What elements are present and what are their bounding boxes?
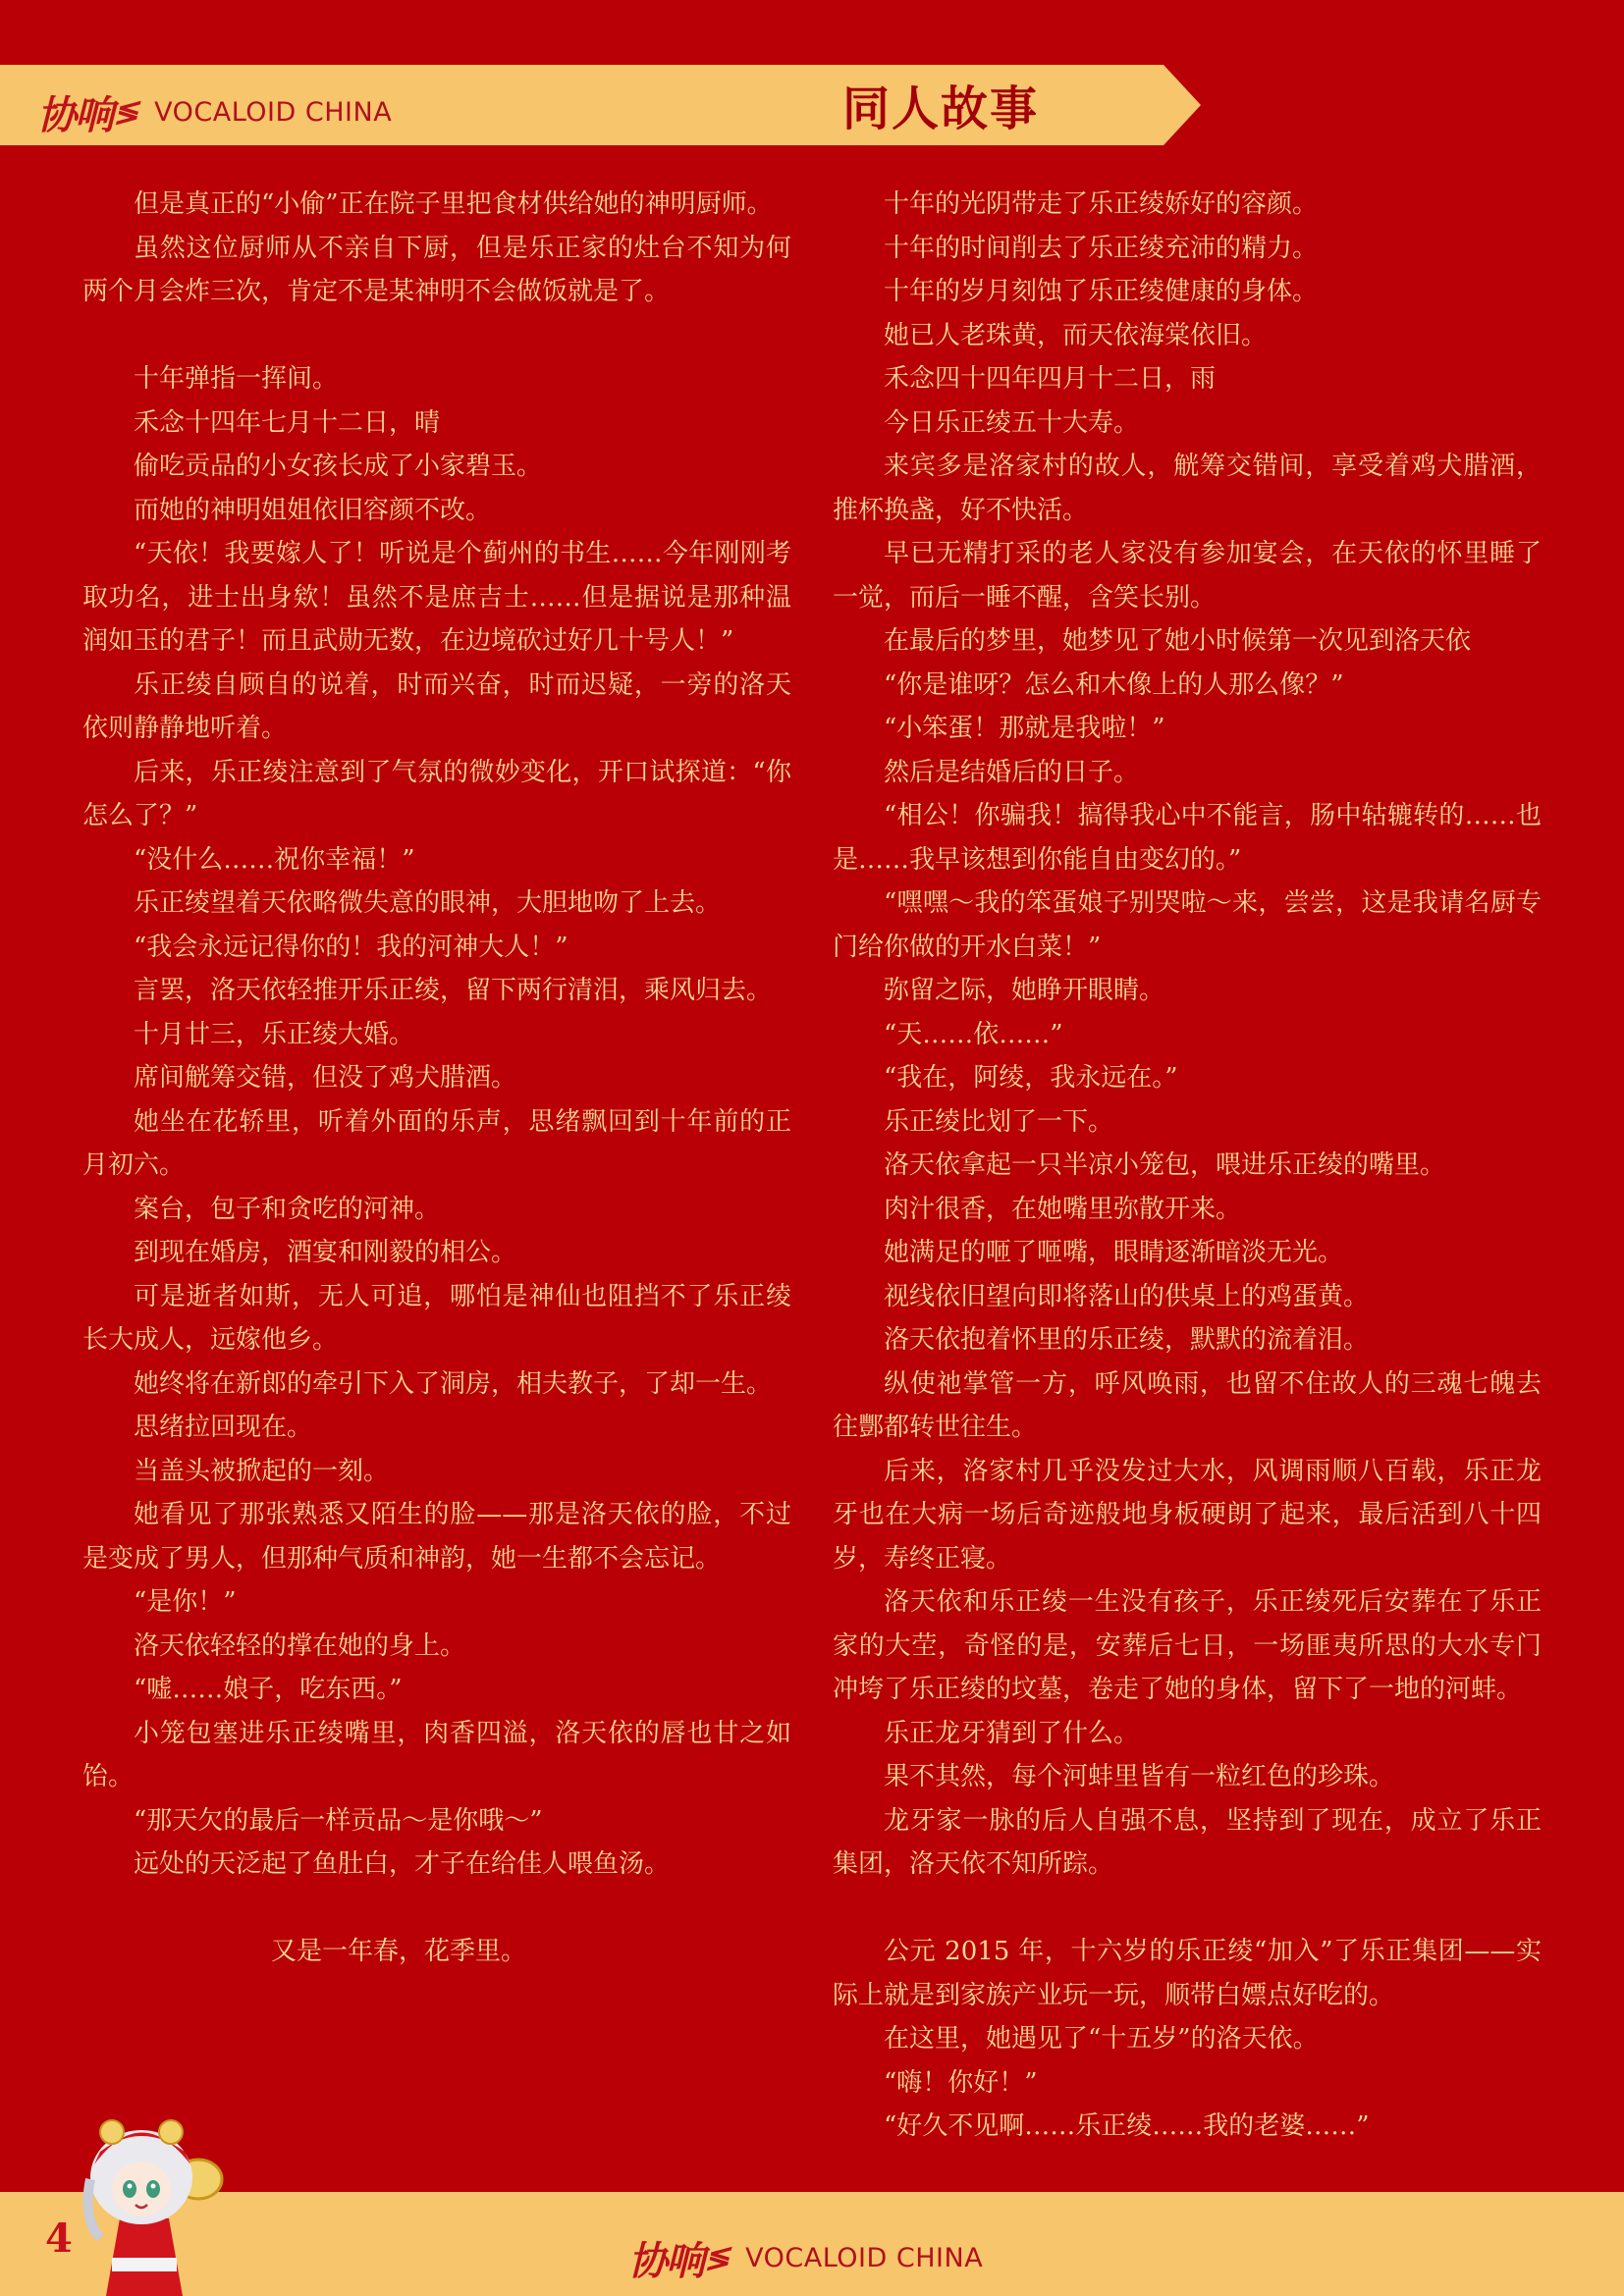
paragraph: 席间觥筹交错，但没了鸡犬腊酒。 xyxy=(134,1063,517,1093)
page-number: 4 xyxy=(45,2216,73,2262)
paragraph: 十月廿三，乐正绫大婚。 xyxy=(134,1019,415,1049)
paragraph: 她满足的咂了咂嘴，眼睛逐渐暗淡无光。 xyxy=(884,1238,1344,1267)
paragraph: 到现在婚房，酒宴和刚毅的相公。 xyxy=(134,1238,517,1267)
left-column xyxy=(82,183,791,1974)
paragraph: 又是一年春，花季里。 xyxy=(271,1937,527,1966)
paragraph: 乐正绫比划了一下。 xyxy=(884,1106,1114,1137)
paragraph: 来宾多是洛家村的故人，觥筹交错间，享受着鸡犬腊酒，推杯换盏，好不快活。 xyxy=(833,452,1542,525)
blank-line xyxy=(833,1887,1542,1931)
paragraph: 公元 2015 年，十六岁的乐正绫“加入”了乐正集团——实际上就是到家族产业玩一玩，顺带白嫖点好吃的。 xyxy=(833,1937,1542,2010)
paragraph: 但是真正的“小偷”正在院子里把食材供给她的神明厨师。 xyxy=(134,189,773,219)
blank-line xyxy=(82,1887,791,1931)
paragraph: 案台，包子和贪吃的河神。 xyxy=(134,1194,441,1224)
header-arrow xyxy=(1164,65,1201,145)
paragraph: 视线依旧望向即将落山的供桌上的鸡蛋黄。 xyxy=(884,1281,1370,1311)
paragraph: 可是逝者如斯，无人可追，哪怕是神仙也阻挡不了乐正绫长大成人，远嫁他乡。 xyxy=(82,1281,791,1355)
footer-logo-text: VOCALOID CHINA xyxy=(745,2243,984,2273)
paragraph: “那天欠的最后一样贡品～是你哦～” xyxy=(134,1805,543,1836)
footer-logo-mark: 协响 xyxy=(628,2238,703,2284)
logo-swoosh-icon: ≶ xyxy=(114,95,139,130)
paragraph: 远处的天泛起了鱼肚白，才子在给佳人喂鱼汤。 xyxy=(134,1849,671,1879)
paragraph: 乐正绫自顾自的说着，时而兴奋，时而迟疑，一旁的洛天依则静静地听着。 xyxy=(82,669,791,743)
paragraph: 洛天依和乐正绫一生没有孩子，乐正绫死后安葬在了乐正家的大茔，奇怪的是，安葬后七日，一场匪夷所思的大水专门冲垮了乐正绫的坟墓，卷走了她的身体，留下了一地的河蚌。 xyxy=(833,1587,1542,1704)
paragraph: 乐正龙牙猜到了什么。 xyxy=(884,1718,1140,1748)
paragraph: 她坐在花轿里，听着外面的乐声，思绪飘回到十年前的正月初六。 xyxy=(82,1106,791,1180)
paragraph: 后来，乐正绫注意到了气氛的微妙变化，开口试探道：“你怎么了？” xyxy=(82,757,791,830)
paragraph: 小笼包塞进乐正绫嘴里，肉香四溢，洛天依的唇也甘之如饴。 xyxy=(82,1718,791,1791)
paragraph: “嗨！你好！” xyxy=(884,2067,1038,2098)
paragraph: 洛天依拿起一只半凉小笼包，喂进乐正绫的嘴里。 xyxy=(884,1150,1446,1180)
paragraph: “好久不见啊……乐正绫……我的老婆……” xyxy=(884,2111,1370,2141)
paragraph: 在最后的梦里，她梦见了她小时候第一次见到洛天依 xyxy=(884,626,1472,656)
paragraph: “天依！我要嫁人了！听说是个蓟州的书生……今年刚刚考取功名，进士出身欸！虽然不是庶吉士……但是据说是那种温润如玉的君子！而且武勋无数，在边境砍过好几十号人！” xyxy=(82,539,791,656)
paragraph: 然后是结婚后的日子。 xyxy=(884,757,1140,787)
paragraph: “天……依……” xyxy=(884,1019,1063,1049)
paragraph: 在这里，她遇见了“十五岁”的洛天依。 xyxy=(884,2024,1319,2054)
right-column xyxy=(833,183,1542,2149)
header-logo-mark: 协响 xyxy=(37,92,112,138)
paragraph: 早已无精打采的老人家没有参加宴会，在天依的怀里睡了一觉，而后一睡不醒，含笑长别。 xyxy=(833,539,1542,613)
paragraph: 肉汁很香，在她嘴里弥散开来。 xyxy=(884,1194,1242,1224)
section-title: 同人故事 xyxy=(842,81,1040,136)
paragraph: 今日乐正绫五十大寿。 xyxy=(884,407,1140,438)
paragraph: 龙牙家一脉的后人自强不息，坚持到了现在，成立了乐正集团，洛天依不知所踪。 xyxy=(833,1805,1542,1879)
paragraph: 禾念四十四年四月十二日，雨 xyxy=(884,364,1217,394)
paragraph: 她已人老珠黄，而天依海棠依旧。 xyxy=(884,320,1268,350)
paragraph: 果不其然，每个河蚌里皆有一粒红色的珍珠。 xyxy=(884,1762,1395,1791)
header-logo xyxy=(37,84,392,140)
paragraph: “没什么……祝你幸福！” xyxy=(134,844,415,875)
logo-swoosh-icon: ≶ xyxy=(705,2241,731,2275)
paragraph: “嘘……娘子，吃东西。” xyxy=(134,1675,403,1704)
paragraph: 虽然这位厨师从不亲自下厨，但是乐正家的灶台不知为何两个月会炸三次，肯定不是某神明不会做饭就是了。 xyxy=(82,233,791,306)
paragraph: “我会永远记得你的！我的河神大人！” xyxy=(134,932,568,962)
header-logo-text: VOCALOID CHINA xyxy=(154,97,393,128)
paragraph: 弥留之际，她睁开眼睛。 xyxy=(884,976,1165,1005)
paragraph: “小笨蛋！那就是我啦！” xyxy=(884,714,1165,743)
paragraph: 十年弹指一挥间。 xyxy=(134,364,339,394)
mascot-illustration xyxy=(61,2110,233,2296)
footer-logo xyxy=(628,2230,983,2286)
paragraph: 偷吃贡品的小女孩长成了小家碧玉。 xyxy=(134,452,543,481)
paragraph: “我在，阿绫，我永远在。” xyxy=(884,1063,1178,1093)
paragraph: 十年的时间削去了乐正绫充沛的精力。 xyxy=(884,233,1319,263)
paragraph: 思绪拉回现在。 xyxy=(134,1413,313,1442)
paragraph: 后来，洛家村几乎没发过大水，风调雨顺八百载，乐正龙牙也在大病一场后奇迹般地身板硬朗了起来，最后活到八十四岁，寿终正寝。 xyxy=(833,1456,1542,1574)
paragraph: 洛天依轻轻的撑在她的身上。 xyxy=(134,1630,466,1661)
paragraph: “嘿嘿～我的笨蛋娘子别哭啦～来，尝尝，这是我请名厨专门给你做的开水白菜！” xyxy=(833,888,1542,962)
paragraph: “是你！” xyxy=(134,1587,237,1617)
paragraph: 她看见了那张熟悉又陌生的脸——那是洛天依的脸，不过是变成了男人，但那种气质和神韵，她一生都不会忘记。 xyxy=(82,1500,791,1574)
paragraph: 纵使祂掌管一方，呼风唤雨，也留不住故人的三魂七魄去往酆都转世往生。 xyxy=(833,1368,1542,1442)
paragraph: 禾念十四年七月十二日，晴 xyxy=(134,407,441,438)
paragraph: 洛天依抱着怀里的乐正绫，默默的流着泪。 xyxy=(884,1325,1370,1355)
paragraph: 十年的岁月刻蚀了乐正绫健康的身体。 xyxy=(884,277,1319,306)
paragraph: 而她的神明姐姐依旧容颜不改。 xyxy=(134,495,492,525)
paragraph: “你是谁呀？怎么和木像上的人那么像？” xyxy=(884,669,1344,700)
paragraph: 她终将在新郎的牵引下入了洞房，相夫教子，了却一生。 xyxy=(134,1368,773,1399)
blank-line xyxy=(82,314,791,358)
paragraph: 乐正绫望着天依略微失意的眼神，大胆地吻了上去。 xyxy=(134,888,722,918)
paragraph: 当盖头被掀起的一刻。 xyxy=(134,1456,390,1486)
paragraph: “相公！你骗我！搞得我心中不能言，肠中轱辘转的……也是……我早该想到你能自由变幻的。” xyxy=(833,801,1542,875)
paragraph: 言罢，洛天依轻推开乐正绫，留下两行清泪，乘风归去。 xyxy=(134,976,773,1005)
paragraph: 十年的光阴带走了乐正绫娇好的容颜。 xyxy=(884,189,1319,219)
